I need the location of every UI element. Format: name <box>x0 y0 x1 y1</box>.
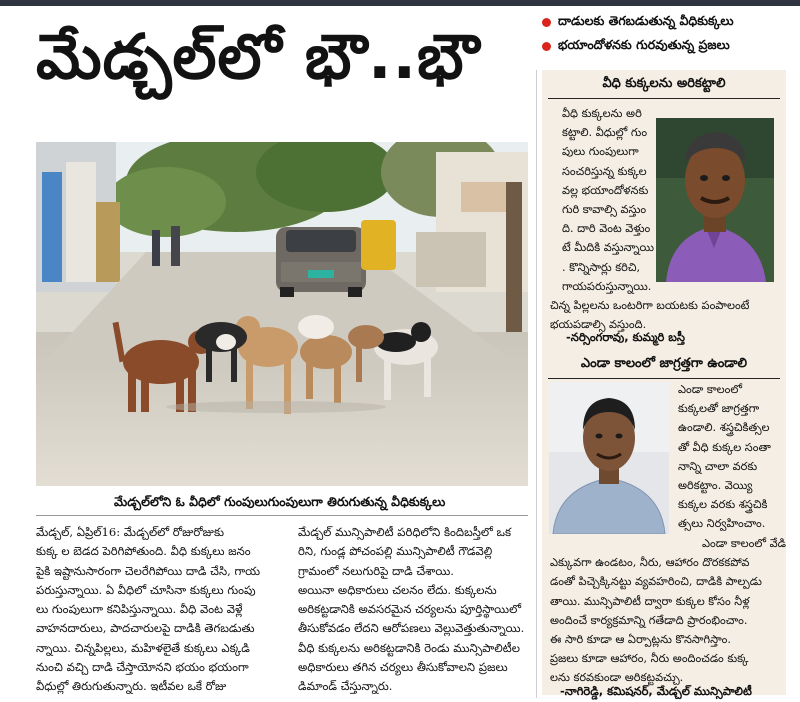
highlight-bullets <box>542 10 792 58</box>
box-line: పులు గుంపులుగా <box>562 145 639 159</box>
photo-caption: మేడ్చల్‌లోని ఓ వీధిలో గుంపులుగుంపులుగా తిరుగుతున్న వీధికుక్కలు <box>36 486 528 516</box>
box-line: గాయపరుస్తున్నాయి. <box>562 279 652 293</box>
box-line: కుక్కల వరకు శస్త్రచికి <box>678 498 768 512</box>
box-line: భయపడాల్సి వస్తుంది. <box>550 318 647 332</box>
box-line: అరికట్టాం. వెయ్యి <box>678 479 753 493</box>
article-line: డిమాండ్ చేస్తున్నారు. <box>298 679 393 694</box>
bullet-dot-icon <box>542 18 551 27</box>
box-line: ఈ సారి కూడా ఆ ఏర్పాట్లను కొనసాగిస్తాం. <box>550 633 731 647</box>
article-line: మేడ్చల్ మున్సిపాలిటీ పరిధిలోని కిందిబస్తీలో ఒక <box>298 525 512 539</box>
article-line: కుక్క ల బెడద పెరిగిపోతుంది. వీధి కుక్కలు జనం <box>36 544 251 559</box>
article-line: వాహనదారులు, పాదచారులపై దాడికి తెగబడుతు <box>36 621 255 636</box>
box-line: ఉండాలి. శస్త్రచికిత్సల <box>678 421 770 435</box>
article-line: వీధి కుక్కలను అరికట్టడానికి రెండు మున్సిపాలిటీల <box>298 640 520 655</box>
box-line: ఎండా కాలంలో వేడి <box>701 537 786 550</box>
article-line: నుంచి వచ్చి దాడి చేస్తాయోనని భయం భయంగా <box>36 660 249 675</box>
box-line: తో వీధి కుక్కల సంతా <box>678 440 771 454</box>
box-heading: ఎండా కాలంలో జాగ్రత్తగా ఉండాలి <box>548 350 780 379</box>
box-line: వీధి కుక్కలను అరి <box>562 107 642 120</box>
box-line: అందించే కార్యక్రమాన్ని గతేడాది ప్రారంభించాం. <box>550 613 748 627</box>
article-line: తీసుకోవడం లేదని ఆరోపణలు వెల్లువెత్తుతున్నాయి. <box>298 621 525 636</box>
article-line: అరికట్టడానికి అవసరమైన చర్యలను పూర్తిస్థాయిలో <box>298 602 522 617</box>
commissioner-portrait <box>549 382 669 534</box>
box-line: లను కరవకుండా అరికట్టవచ్చు. <box>550 671 684 685</box>
box-line: ప్రజలు కూడా ఆహారం, నీరు అందించడం కుక్క <box>550 652 749 666</box>
box-line: చిన్న పిల్లలను ఒంటరిగా బయటకు పంపాలంటే <box>550 299 750 312</box>
article-line: లు గుంపులుగా కనిపిస్తున్నాయి. వీధి వెంట వెళ్లే <box>36 602 243 617</box>
box1-signature: -నర్సింగరావు, కుమ్మరి బస్తీ <box>566 330 686 344</box>
box-line: డంతో పిచ్చెక్కినట్టు వ్యవహరించి, దాడికి పాల్పడు <box>550 575 762 589</box>
box-line: ది. దారి వెంట వెళ్తుం <box>562 222 651 236</box>
bullet-dot-icon <box>542 42 551 51</box>
article-line: అయినా అధికారులు చలనం లేదు. కుక్కలను <box>298 582 497 597</box>
bullet-text: దాడులకు తెగబడుతున్న వీధికుక్కలు <box>558 12 734 28</box>
article-line: మేడ్చల్, ఏప్రిల్16: మేడ్చల్‌లో రోజురోజుకు <box>36 525 225 539</box>
bullet-item <box>542 34 792 58</box>
bullet-item <box>542 10 792 34</box>
box-line: తాయి. మున్సిపాలిటీ ద్వారా కుక్కల కోసం నీళ్ల <box>550 594 750 608</box>
box-line: గురి కావాల్సి వస్తుం <box>562 203 647 217</box>
article-line: గ్రామంలో నలుగురిపై దాడి చేశాయి. <box>298 563 454 578</box>
box2-text-full <box>550 534 786 688</box>
box-line: టే మీదికి వస్తున్నాయి <box>562 241 654 255</box>
article-column-1 <box>36 523 286 697</box>
article-line: రిని, గుండ్ల పోచంపల్లి మున్సిపాలిటీ గౌడవెల్లి <box>298 544 493 559</box>
article-line: పైకి ఇష్టానుసారంగా చెలరేగిపోయి దాడి చేసి, గాయ <box>36 563 261 578</box>
box-line: త్సలు నిర్వహించాం. <box>678 517 766 531</box>
article-line: అధికారులు తగిన చర్యలు తీసుకోవాలని ప్రజలు <box>298 660 508 675</box>
bullet-text: భయాందోళనకు గురవుతున్న ప్రజలు <box>558 36 730 52</box>
box-line: ఎక్కువగా ఉండటం, నీరు, ఆహారం దొరకకపోవ <box>550 556 750 570</box>
article-line: న్నాయి. చిన్నపిల్లలు, మహిళలైతే కుక్కలు ఎక్కడి <box>36 640 250 655</box>
article-line: వీధుల్లో తిరుగుతున్నారు. ఇటీవల ఒకే రోజు <box>36 679 227 694</box>
box-line: నాన్ని చాలా వరకు <box>678 459 758 473</box>
article-line: పరుస్తున్నాయి. ఏ వీధిలో చూసినా కుక్కలు గుంపు <box>36 582 256 597</box>
article-column-2 <box>298 523 530 697</box>
box-line: వల్ల భయాందోళనకు <box>562 183 649 197</box>
top-rule <box>0 0 800 6</box>
headline: మేడ్చల్‌లో భౌ..భౌ <box>36 20 481 93</box>
box-heading: వీధి కుక్కలను అరికట్టాలి <box>548 70 780 99</box>
box2-text-short <box>678 380 771 534</box>
street-dogs-photo <box>36 142 528 486</box>
column-divider <box>536 70 537 698</box>
box2-signature: -నాగిరెడ్డి, కమిషనర్, మేడ్చల్ మున్సిపాలిటీ <box>560 684 752 698</box>
box-line: కట్టాలి. వీధుల్లో గుం <box>562 126 648 140</box>
box-line: కుక్కలతో జాగ్రత్తగా <box>678 402 760 416</box>
box1-text-full <box>550 296 749 334</box>
box-line: ఎండా కాలంలో <box>678 383 743 396</box>
box-line: . కొన్నిసార్లు కరిచి, <box>562 260 641 274</box>
box1-text-short <box>562 104 654 296</box>
box-line: సంచరిస్తున్న కుక్కల <box>562 164 647 178</box>
resident-portrait <box>656 118 774 282</box>
